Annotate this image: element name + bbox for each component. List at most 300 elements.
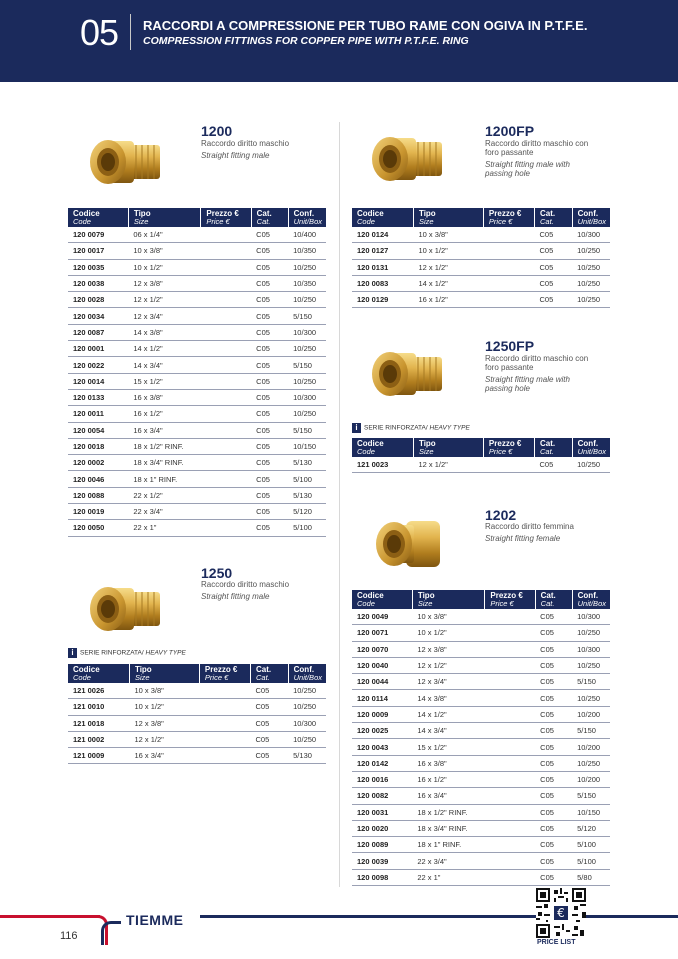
size-cell: 14 x 3/8" [412,690,485,706]
fitting-1250fp-image [368,343,448,405]
box-cell: 5/150 [572,788,610,804]
cat-cell: C05 [251,731,289,747]
size-cell: 12 x 3/8" [412,641,485,657]
footer-navy-curve [101,921,121,945]
cat-cell: C05 [535,771,572,787]
code-cell: 120 0034 [68,308,128,324]
code-cell: 120 0127 [352,243,413,259]
note-label-en: HEAVY TYPE [143,649,186,657]
product-desc-1200fp-it-1: Raccordo diritto maschio con [485,139,589,148]
box-cell: 10/300 [288,324,326,340]
box-cell: 10/250 [572,457,610,473]
price-cell [485,820,535,836]
table-row [352,739,610,755]
col-header-box [288,664,326,683]
col-header-cat [535,208,573,227]
col-header-code [68,208,128,227]
code-cell: 120 0016 [352,771,412,787]
table-row [68,520,326,536]
cat-cell: C05 [251,308,288,324]
box-cell: 10/300 [288,715,326,731]
cat-cell: C05 [535,641,572,657]
box-cell: 10/250 [288,259,326,275]
box-cell: 10/300 [572,609,610,625]
col-header-price [199,664,250,683]
table-1250 [68,664,326,764]
col-header-box [572,590,610,609]
size-cell: 12 x 1/2" [129,731,199,747]
size-cell: 10 x 1/2" [412,625,485,641]
size-cell: 16 x 1/2" [412,771,485,787]
cat-cell: C05 [251,406,288,422]
column-separator [339,122,340,887]
product-desc-1200fp-it-2: foro passante [485,148,534,157]
cat-cell: C05 [535,706,572,722]
col-header-box-en: Unit/Box [577,217,606,226]
product-desc-1202-it: Raccordo diritto femmina [485,522,574,531]
table-row [352,609,610,625]
code-cell: 120 0019 [68,504,128,520]
size-cell: 16 x 3/8" [128,389,201,405]
col-header-code [352,438,413,457]
col-header-price-it: Prezzo € [488,439,522,448]
price-cell [485,739,535,755]
cat-cell: C05 [251,357,288,373]
table-row [68,324,326,340]
size-cell: 14 x 3/8" [128,324,201,340]
cat-cell: C05 [535,292,573,308]
table-row [352,788,610,804]
cat-cell: C05 [251,438,288,454]
code-cell: 120 0129 [352,292,413,308]
size-cell: 14 x 3/4" [412,723,485,739]
cat-cell: C05 [535,853,572,869]
table-row [352,275,610,291]
box-cell: 10/250 [572,243,610,259]
price-cell [201,357,251,373]
product-desc-1250fp-it-2: foro passante [485,363,534,372]
price-cell [485,853,535,869]
box-cell: 10/250 [572,259,610,275]
qr-code-icon[interactable] [536,888,586,938]
code-cell: 120 0031 [352,804,412,820]
code-cell: 120 0044 [352,674,412,690]
price-cell [199,715,250,731]
box-cell: 10/150 [572,804,610,820]
product-desc-1200-it: Raccordo diritto maschio [201,139,290,148]
box-cell: 5/130 [288,748,326,764]
code-cell: 120 0046 [68,471,128,487]
col-header-cat-it: Cat. [256,665,272,674]
table-row [68,292,326,308]
size-cell: 10 x 3/8" [129,683,199,699]
size-cell: 18 x 1" RINF. [128,471,201,487]
product-title-1200: 1200 [201,123,233,139]
price-cell [199,731,250,747]
col-header-size [128,208,201,227]
product-desc-1202-en: Straight fitting female [485,534,561,543]
col-header-code-en: Code [73,217,91,226]
col-header-price [201,208,251,227]
price-cell [199,683,250,699]
box-cell: 5/100 [288,471,326,487]
box-cell: 10/250 [572,625,610,641]
size-cell: 06 x 1/4" [128,227,201,243]
col-header-size [413,208,483,227]
box-cell: 5/80 [572,869,610,885]
price-list-label: PRICE LIST [537,939,576,946]
price-cell [201,487,251,503]
code-cell: 120 0089 [352,837,412,853]
col-header-cat-it: Cat. [256,209,272,218]
cat-cell: C05 [251,275,288,291]
note-label-it: SERIE RINFORZATA/ [80,649,144,657]
code-cell: 120 0025 [352,723,412,739]
box-cell: 5/150 [572,674,610,690]
col-header-size-en: Size [133,217,149,226]
table-row [352,292,610,308]
size-cell: 10 x 1/2" [128,259,201,275]
price-cell [485,869,535,885]
price-cell [485,771,535,787]
price-cell [201,504,251,520]
size-cell: 16 x 1/2" [413,292,483,308]
cat-cell: C05 [251,422,288,438]
box-cell: 10/200 [572,739,610,755]
col-header-cat-it: Cat. [540,439,556,448]
col-header-cat-en: Cat. [540,217,554,226]
size-cell: 10 x 1/2" [129,699,199,715]
col-header-size [412,590,485,609]
code-cell: 120 0028 [68,292,128,308]
cat-cell: C05 [251,292,288,308]
cat-cell: C05 [251,324,288,340]
col-header-box-en: Unit/Box [577,447,606,456]
cat-cell: C05 [535,227,573,243]
table-row [68,487,326,503]
col-header-box-it: Conf. [293,665,315,674]
code-cell: 120 0131 [352,259,413,275]
size-cell: 16 x 3/8" [412,755,485,771]
table-1200fp [352,208,610,308]
col-header-size-it: Tipo [133,209,151,218]
table-row [352,755,610,771]
col-header-cat [535,590,572,609]
col-header-size-en: Size [417,599,433,608]
price-cell [201,308,251,324]
heavy-type-note-1250fp [352,423,470,433]
size-cell: 22 x 1" [128,520,201,536]
col-header-code-it: Codice [357,209,384,218]
size-cell: 10 x 3/8" [128,243,201,259]
svg-text:€: € [557,906,565,920]
product-desc-1200fp-en-1: Straight fitting male with [485,160,570,169]
price-cell [485,723,535,739]
table-header-row [352,590,610,609]
col-header-cat-en: Cat. [540,599,555,608]
col-header-code-it: Codice [357,439,384,448]
cat-cell: C05 [251,243,288,259]
cat-cell: C05 [535,259,573,275]
table-row [352,820,610,836]
col-header-price-en: Price € [490,599,514,608]
size-cell: 12 x 3/8" [128,275,201,291]
cat-cell: C05 [251,341,288,357]
table-row [68,683,326,699]
box-cell: 10/350 [288,243,326,259]
box-cell: 10/200 [572,706,610,722]
box-cell: 10/250 [288,406,326,422]
col-header-size-it: Tipo [134,665,152,674]
table-row [352,869,610,885]
cat-cell: C05 [251,227,288,243]
box-cell: 10/400 [288,227,326,243]
col-header-box-en: Unit/Box [293,217,322,226]
table-1250fp [352,438,610,473]
col-header-price-it: Prezzo € [488,209,522,218]
code-cell: 120 0142 [352,755,412,771]
size-cell: 10 x 3/8" [413,227,483,243]
price-cell [485,657,535,673]
code-cell: 120 0070 [352,641,412,657]
table-header-row [352,208,610,227]
note-label-en: HEAVY TYPE [427,424,470,432]
price-cell [199,699,250,715]
price-cell [201,227,251,243]
size-cell: 18 x 3/4" RINF. [128,455,201,471]
col-header-box [572,438,610,457]
price-cell [483,275,534,291]
cat-cell: C05 [251,373,288,389]
cat-cell: C05 [535,275,573,291]
size-cell: 16 x 1/2" [128,406,201,422]
code-cell: 121 0023 [352,457,413,473]
size-cell: 16 x 3/4" [128,422,201,438]
product-title-1250fp: 1250FP [485,338,535,354]
code-cell: 120 0054 [68,422,128,438]
box-cell: 5/150 [288,422,326,438]
table-row [68,455,326,471]
cat-cell: C05 [251,455,288,471]
table-row [352,837,610,853]
box-cell: 10/250 [572,292,610,308]
box-cell: 10/250 [288,683,326,699]
table-row [68,373,326,389]
col-header-price-en: Price € [204,673,229,682]
table-row [68,243,326,259]
price-cell [201,471,251,487]
cat-cell: C05 [251,487,288,503]
size-cell: 10 x 3/8" [412,609,485,625]
table-row [68,341,326,357]
price-cell [201,422,251,438]
price-cell [201,243,251,259]
cat-cell: C05 [535,869,572,885]
size-cell: 18 x 3/4" RINF. [412,820,485,836]
code-cell: 121 0026 [68,683,129,699]
price-cell [485,641,535,657]
price-cell [201,389,251,405]
col-header-cat-en: Cat. [256,217,271,226]
col-header-price-en: Price € [488,217,513,226]
product-desc-1250-en: Straight fitting male [201,592,270,601]
info-icon: i [68,648,77,658]
price-cell [201,373,251,389]
cat-cell: C05 [251,471,288,487]
code-cell: 120 0079 [68,227,128,243]
cat-cell: C05 [535,690,572,706]
price-cell [483,292,534,308]
code-cell: 120 0018 [68,438,128,454]
cat-cell: C05 [535,804,572,820]
table-row [352,723,610,739]
code-cell: 120 0011 [68,406,128,422]
table-row [68,308,326,324]
box-cell: 10/250 [288,292,326,308]
table-row [68,504,326,520]
box-cell: 10/250 [288,731,326,747]
size-cell: 22 x 1" [412,869,485,885]
header-divider [130,14,131,50]
info-icon: i [352,423,361,433]
table-row [68,227,326,243]
cat-cell: C05 [535,788,572,804]
code-cell: 121 0018 [68,715,129,731]
box-cell: 5/150 [572,723,610,739]
product-title-1250: 1250 [201,565,233,581]
col-header-box-it: Conf. [577,439,599,448]
code-cell: 120 0014 [68,373,128,389]
price-cell [201,259,251,275]
footer-red-line [0,915,100,918]
box-cell: 10/250 [288,373,326,389]
col-header-code [352,590,412,609]
col-header-price-it: Prezzo € [204,665,238,674]
table-1202 [352,590,610,886]
footer-navy-line [200,915,678,918]
table-row [352,690,610,706]
table-header-row [352,438,610,457]
size-cell: 16 x 3/4" [129,748,199,764]
cat-cell: C05 [535,755,572,771]
col-header-code-en: Code [357,447,375,456]
box-cell: 5/100 [572,837,610,853]
code-cell: 120 0082 [352,788,412,804]
price-cell [483,259,534,275]
col-header-price [483,208,534,227]
col-header-code [68,664,129,683]
size-cell: 14 x 1/2" [413,275,483,291]
size-cell: 12 x 3/4" [412,674,485,690]
table-row [352,457,610,473]
code-cell: 120 0043 [352,739,412,755]
col-header-size-en: Size [134,673,150,682]
price-cell [201,438,251,454]
table-row [352,641,610,657]
cat-cell: C05 [251,699,289,715]
table-row [68,748,326,764]
table-row [352,243,610,259]
box-cell: 10/250 [572,657,610,673]
code-cell: 120 0020 [352,820,412,836]
table-row [68,699,326,715]
col-header-price-en: Price € [488,447,513,456]
price-cell [201,406,251,422]
size-cell: 18 x 1" RINF. [412,837,485,853]
box-cell: 5/120 [572,820,610,836]
cat-cell: C05 [251,683,289,699]
table-row [352,227,610,243]
box-cell: 10/250 [572,755,610,771]
table-row [352,657,610,673]
size-cell: 12 x 1/2" [412,657,485,673]
code-cell: 120 0038 [68,275,128,291]
table-1200 [68,208,326,537]
cat-cell: C05 [535,723,572,739]
section-title-en: COMPRESSION FITTINGS FOR COPPER PIPE WITH P.T.F.E. RING [143,35,469,47]
box-cell: 5/120 [288,504,326,520]
box-cell: 10/150 [288,438,326,454]
col-header-box [288,208,326,227]
size-cell: 22 x 3/4" [412,853,485,869]
code-cell: 120 0002 [68,455,128,471]
col-header-cat-en: Cat. [540,447,554,456]
table-row [68,406,326,422]
box-cell: 10/300 [572,227,610,243]
price-cell [201,520,251,536]
fitting-1200-image [86,131,166,193]
code-cell: 120 0133 [68,389,128,405]
col-header-cat [535,438,573,457]
table-row [68,438,326,454]
col-header-cat [251,208,288,227]
size-cell: 22 x 3/4" [128,504,201,520]
cat-cell: C05 [535,457,573,473]
cat-cell: C05 [251,389,288,405]
price-cell [201,341,251,357]
code-cell: 120 0009 [352,706,412,722]
table-row [68,259,326,275]
price-cell [201,455,251,471]
col-header-price-it: Prezzo € [490,591,523,600]
code-cell: 120 0039 [352,853,412,869]
price-cell [483,243,534,259]
box-cell: 10/250 [572,275,610,291]
table-row [352,804,610,820]
price-cell [483,227,534,243]
col-header-code-en: Code [357,217,375,226]
col-header-price [483,438,534,457]
price-cell [485,625,535,641]
price-cell [485,755,535,771]
box-cell: 5/150 [288,308,326,324]
box-cell: 10/250 [572,690,610,706]
col-header-size-en: Size [418,217,434,226]
table-row [352,259,610,275]
fitting-1200fp-image [368,128,448,190]
section-number: 05 [80,12,119,53]
col-header-price-en: Price € [206,217,230,226]
size-cell: 18 x 1/2" RINF. [412,804,485,820]
col-header-size-it: Tipo [418,209,436,218]
box-cell: 5/100 [572,853,610,869]
col-header-code-en: Code [357,599,375,608]
brand-logo: TIEMME [126,912,184,928]
size-cell: 12 x 1/2" [128,292,201,308]
table-row [68,275,326,291]
table-header-row [68,208,326,227]
col-header-box-en: Unit/Box [577,599,606,608]
